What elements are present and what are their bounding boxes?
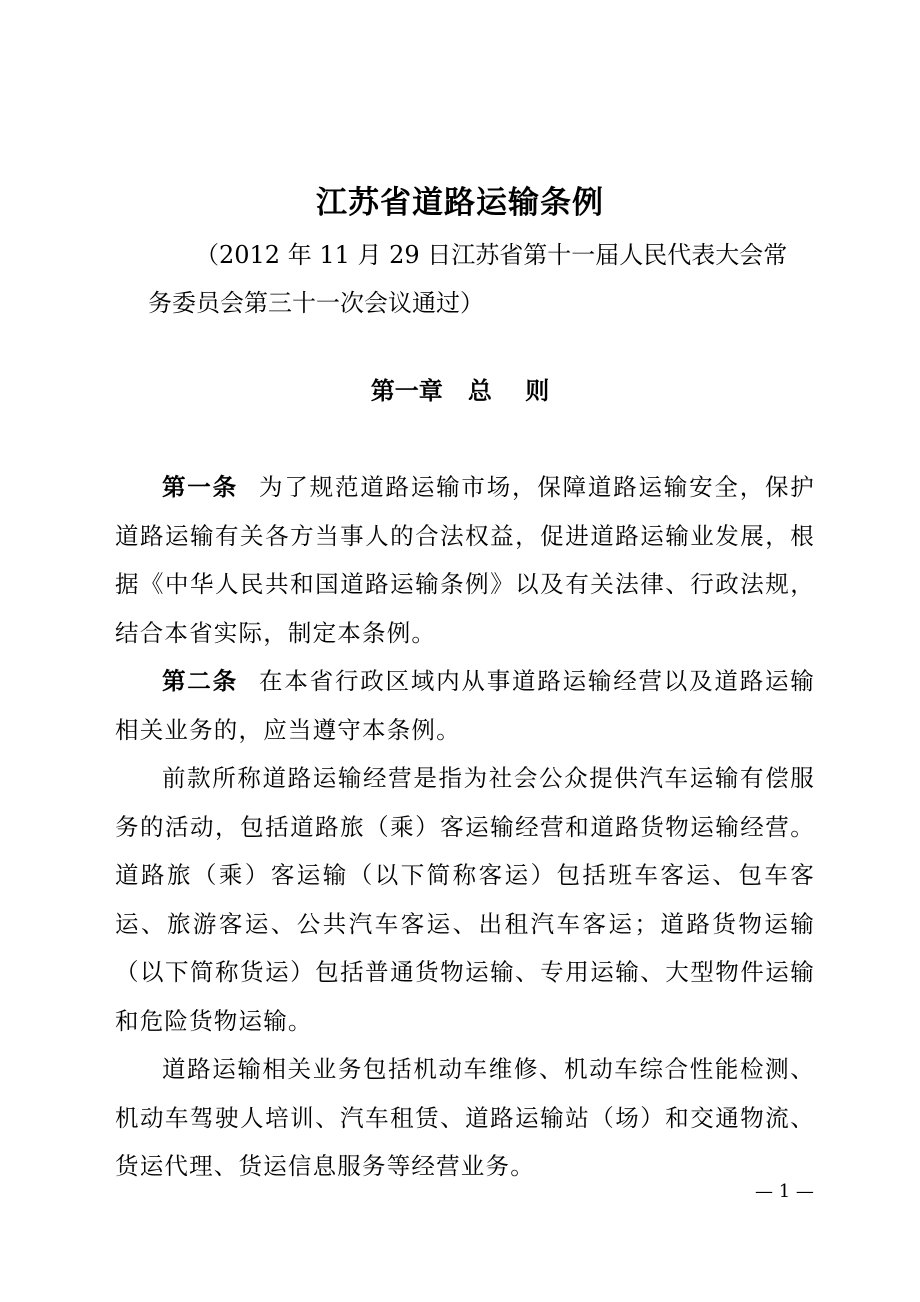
article-number: 第一条 <box>162 473 238 501</box>
document-body <box>115 463 815 1191</box>
page-number: — 1 — <box>755 1181 814 1202</box>
paragraph-article-1 <box>115 463 815 657</box>
paragraph-text: 前款所称道路运输经营是指为社会公众提供汽车运输有偿服务的活动，包括道路旅（乘）客运输经营和道路货物运输经营。道路旅（乘）客运输（以下简称客运）包括班车客运、包车客运、旅游客运、公共汽车客运、出租汽车客运；道路货物运输（以下简称货运）包括普通货物运输、专用运输、大型物件运输和危险货物运输。 <box>115 764 815 1035</box>
adoption-note-line-2: 务委员会第三十一次会议通过） <box>148 289 484 317</box>
paragraph-article-2 <box>115 657 815 754</box>
document-title: 江苏省道路运输条例 <box>316 185 604 221</box>
adoption-note-line-1: （2012 年 11 月 29 日江苏省第十一届人民代表大会常 <box>195 241 788 269</box>
paragraph-transport-business-definition <box>115 754 815 1045</box>
article-number: 第二条 <box>162 667 238 695</box>
chapter-heading: 第一章 总 则 <box>370 377 550 405</box>
article-text: 在本省行政区域内从事道路运输经营以及道路运输相关业务的，应当遵守本条例。 <box>115 667 815 744</box>
article-text: 为了规范道路运输市场，保障道路运输安全，保护道路运输有关各方当事人的合法权益，促进道路运输业发展，根据《中华人民共和国道路运输条例》以及有关法律、行政法规，结合本省实际，制定本条例。 <box>115 473 815 647</box>
paragraph-related-business-definition <box>115 1045 815 1191</box>
paragraph-text: 道路运输相关业务包括机动车维修、机动车综合性能检测、机动车驾驶人培训、汽车租赁、道路运输站（场）和交通物流、货运代理、货运信息服务等经营业务。 <box>115 1055 815 1180</box>
